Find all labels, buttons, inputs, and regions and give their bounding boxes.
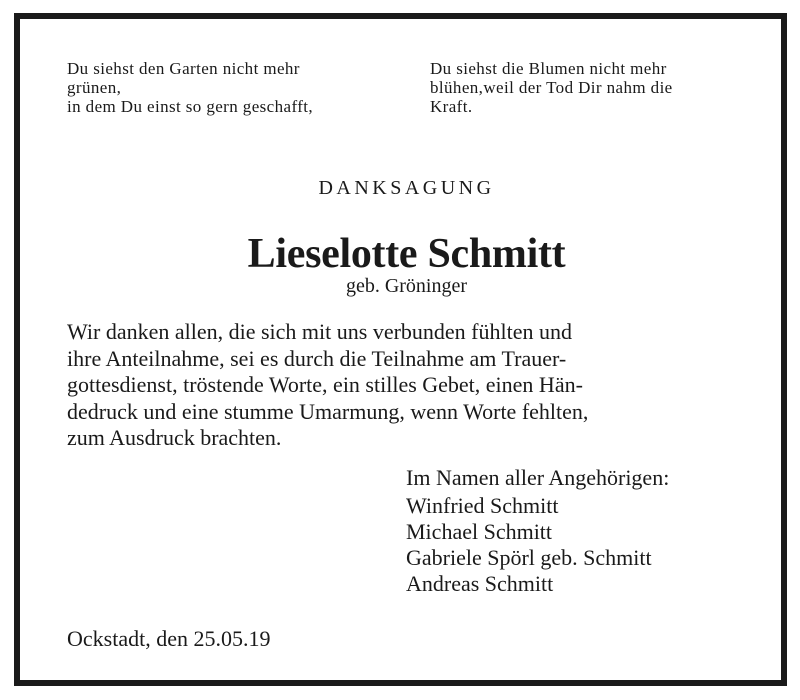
relative-name: Winfried Schmitt <box>406 493 559 518</box>
notice-heading: DANKSAGUNG <box>318 177 495 199</box>
signoff-intro: Im Namen aller Angehörigen: <box>406 465 670 490</box>
thanks-line: ihre Anteilnahme, sei es durch die Teilnahme am Trauer- <box>67 345 567 371</box>
poem-line: Du siehst den Garten nicht mehr <box>67 59 300 78</box>
signoff-block <box>406 465 669 597</box>
poem-line: in dem Du einst so gern geschafft, <box>67 97 314 116</box>
poem-line: Du siehst die Blumen nicht mehr <box>430 59 667 78</box>
poem-left <box>67 59 407 116</box>
thanks-line: dedruck und eine stumme Umarmung, wenn Worte fehlten, <box>67 398 589 424</box>
poem-line: Kraft. <box>430 97 473 116</box>
poem-right <box>430 59 760 116</box>
thanks-line: gottesdienst, tröstende Worte, ein stilles Gebet, einen Hän- <box>67 372 583 397</box>
poem-line: grünen, <box>67 78 122 97</box>
thanks-text <box>67 319 757 452</box>
notice-frame <box>14 13 787 686</box>
relative-name: Gabriele Spörl geb. Schmitt <box>406 545 652 570</box>
thanks-line: zum Ausdruck brachten. <box>67 425 282 450</box>
birth-name: geb. Gröninger <box>345 275 468 297</box>
relative-name: Michael Schmitt <box>406 519 553 544</box>
thanks-line: Wir danken allen, die sich mit uns verbunden fühlten und <box>67 319 572 344</box>
place-date: Ockstadt, den 25.05.19 <box>67 626 271 651</box>
deceased-name: Lieselotte Schmitt <box>247 231 566 277</box>
relative-name: Andreas Schmitt <box>406 571 554 596</box>
poem-line: blühen,weil der Tod Dir nahm die <box>430 78 673 97</box>
